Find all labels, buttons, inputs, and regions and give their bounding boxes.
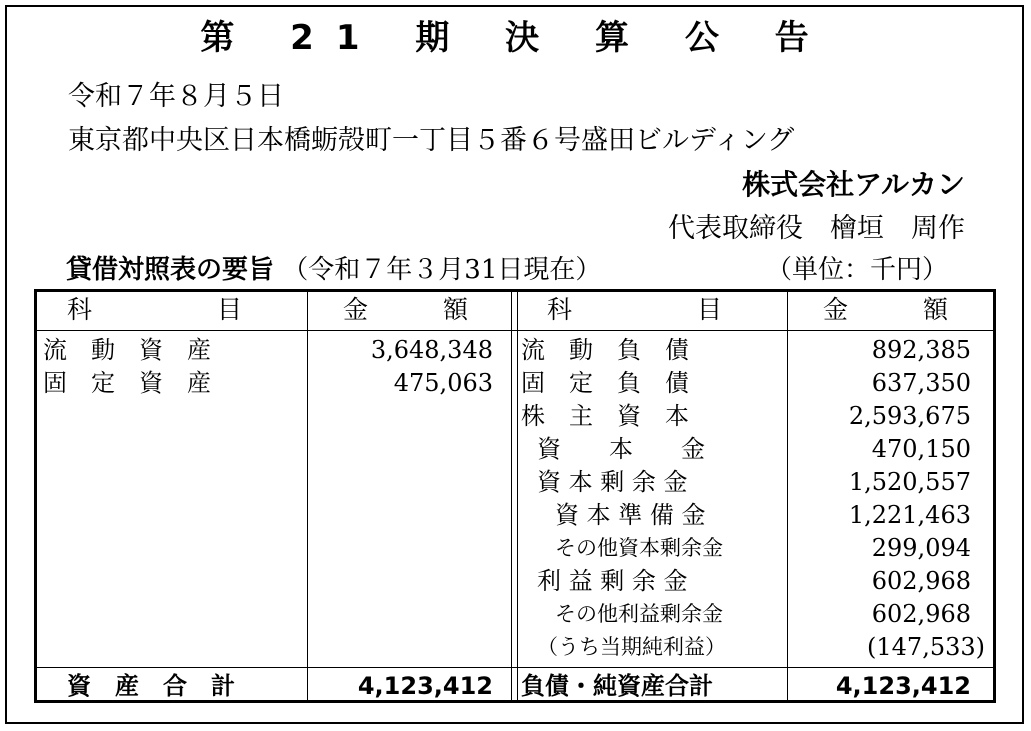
asset-label: 流 動 資 産 bbox=[43, 336, 211, 364]
liability-value: 892,385 bbox=[871, 336, 971, 364]
asset-value: 475,063 bbox=[393, 369, 493, 397]
header-amount-right: 金 額 bbox=[823, 295, 949, 324]
equity-value: 1,520,557 bbox=[848, 468, 971, 496]
asset-label: 固 定 資 産 bbox=[43, 369, 211, 397]
equity-value: 602,968 bbox=[871, 600, 971, 628]
equity-label: 資 本 剰 余 金 bbox=[537, 468, 688, 496]
equity-value: 602,968 bbox=[871, 567, 971, 595]
total-divider bbox=[37, 667, 993, 668]
header-amount-left: 金 額 bbox=[343, 295, 469, 324]
liability-value: 637,350 bbox=[871, 369, 971, 397]
notice-title: 第 21 期 決 算 公 告 bbox=[200, 18, 831, 58]
equity-value: 470,150 bbox=[871, 435, 971, 463]
summary-heading bbox=[66, 254, 949, 286]
summary-title: 貸借対照表の要旨 bbox=[66, 255, 275, 285]
total-assets-value: 4,123,412 bbox=[357, 672, 493, 700]
liability-label: 流 動 負 債 bbox=[521, 336, 689, 364]
column-divider bbox=[517, 292, 518, 700]
equity-label: （うち当期純利益） bbox=[537, 635, 726, 659]
equity-value: 2,593,675 bbox=[848, 402, 971, 430]
total-assets-label: 資 産 合 計 bbox=[67, 672, 235, 700]
company-name: 株式会社アルカン bbox=[742, 168, 965, 201]
company-address: 東京都中央区日本橋蛎殻町一丁目５番６号盛田ビルディング bbox=[68, 125, 795, 156]
asset-value: 3,648,348 bbox=[370, 336, 493, 364]
equity-value: 299,094 bbox=[871, 534, 971, 562]
total-liabilities-value: 4,123,412 bbox=[835, 672, 971, 700]
liability-label: 固 定 負 債 bbox=[521, 369, 689, 397]
equity-value: 1,221,463 bbox=[848, 501, 971, 529]
equity-label: 資 本 準 備 金 bbox=[555, 501, 706, 529]
equity-label: 資 本 金 bbox=[537, 435, 705, 463]
header-item-left: 科 目 bbox=[67, 295, 243, 324]
column-divider bbox=[511, 292, 512, 700]
header-divider bbox=[37, 330, 993, 331]
equity-label: その他資本剰余金 bbox=[555, 536, 723, 560]
equity-value: (147,533) bbox=[867, 633, 985, 661]
balance-sheet-table bbox=[34, 289, 996, 703]
equity-label: 株 主 資 本 bbox=[521, 402, 689, 430]
equity-label: その他利益剰余金 bbox=[555, 602, 723, 626]
notice-date: 令和７年８月５日 bbox=[68, 81, 284, 112]
representative: 代表取締役 檜垣 周作 bbox=[668, 213, 965, 244]
as-of-date: （令和７年３月31日現在） bbox=[282, 255, 602, 285]
header-item-right: 科 目 bbox=[547, 295, 723, 324]
unit-label: （単位：千円） bbox=[766, 255, 949, 285]
column-divider bbox=[787, 292, 788, 700]
equity-label: 利 益 剰 余 金 bbox=[537, 567, 688, 595]
column-divider bbox=[307, 292, 308, 700]
total-liabilities-label: 負債・純資産合計 bbox=[521, 672, 713, 700]
